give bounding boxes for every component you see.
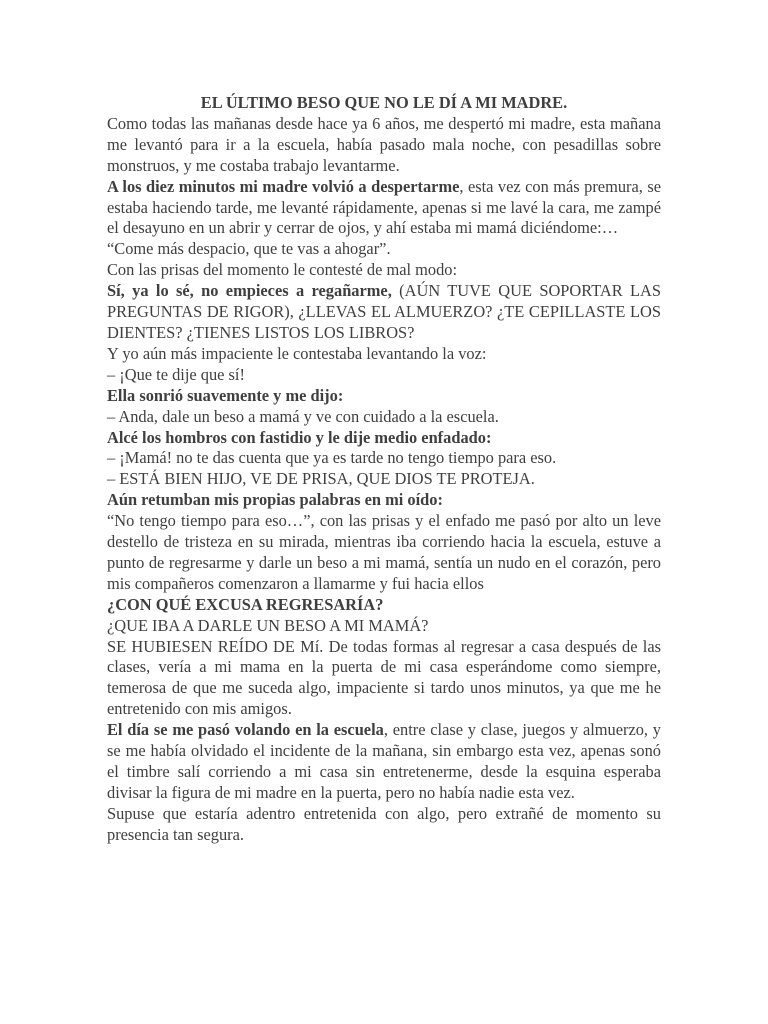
paragraph-19 — [107, 804, 661, 846]
paragraph-text: Con las prisas del momento le contesté de mal modo: — [107, 260, 458, 280]
paragraph-bold-text: ¿CON QUÉ EXCUSA REGRESARÍA? — [107, 594, 384, 614]
paragraph-2 — [107, 177, 661, 240]
paragraph-5 — [107, 281, 661, 344]
paragraph-6 — [107, 344, 661, 365]
paragraph-14 — [107, 511, 661, 595]
paragraph-10 — [107, 428, 661, 449]
paragraph-text: Como todas las mañanas desde hace ya 6 años, me despertó mi madre, esta mañana me levantó para ir a la escuela, había pasado mala noche, con pesadillas sobre monstruos, y me costaba trabajo levantarme. — [107, 113, 661, 175]
paragraph-bold-text: Alcé los hombros con fastidio y le dije medio enfadado: — [107, 427, 492, 447]
paragraph-text: – ¡Mamá! no te das cuenta que ya es tarde no tengo tiempo para eso. — [107, 448, 557, 468]
paragraph-16 — [107, 616, 661, 637]
paragraph-text: Supuse que estaría adentro entretenida con algo, pero extrañé de momento su presencia tan segura. — [107, 803, 661, 844]
paragraph-17 — [107, 637, 661, 721]
paragraph-text: , entre clase y clase, juegos y almuerzo, y se me había olvidado el incidente de la mañana, sin embargo esta vez, apenas sonó el timbre salí corriendo a mi casa sin entretenerme, desde la esquina esperaba divisar la figura de mi madre en la puerta, pero no había nadie esta vez. — [107, 720, 662, 802]
paragraph-9 — [107, 407, 661, 428]
paragraph-12 — [107, 469, 661, 490]
paragraph-8 — [107, 386, 661, 407]
paragraph-text: , esta vez con más premura, se estaba haciendo tarde, me levanté rápidamente, apenas si me lavé la cara, me zampé el desayuno en un abrir y cerrar de ojos, y ahí estaba mi mamá diciéndome:… — [107, 176, 661, 238]
paragraph-3 — [107, 239, 661, 260]
paragraph-18 — [107, 720, 661, 804]
document-title: EL ÚLTIMO BESO QUE NO LE DÍ A MI MADRE. — [200, 93, 568, 112]
paragraph-bold-text: Sí, ya lo sé, no empieces a regañarme, — [107, 281, 392, 301]
paragraph-text: ¿QUE IBA A DARLE UN BESO A MI MAMÁ? — [107, 615, 429, 635]
paragraph-bold-text: El día se me pasó volando en la escuela — [107, 720, 384, 740]
paragraph-text: – ¡Que te dije que sí! — [107, 364, 245, 384]
paragraph-text: SE HUBIESEN REÍDO DE Mí. De todas formas al regresar a casa después de las clases, vería a mi mama en la puerta de mi casa esperándome como siempre, temerosa de que me suceda algo, impaciente si tardo unos minutos, ya que me he entretenido con mis amigos. — [107, 636, 661, 719]
paragraph-bold-text: Aún retumban mis propias palabras en mi oído: — [107, 490, 443, 510]
paragraph-4 — [107, 260, 661, 281]
document-page — [107, 93, 661, 846]
paragraph-text: Y yo aún más impaciente le contestaba levantando la voz: — [107, 343, 487, 363]
paragraph-text: “No tengo tiempo para eso…”, con las prisas y el enfado me pasó por alto un leve destello de tristeza en su mirada, mientras iba corriendo hacia la escuela, estuve a punto de regresarme y darle un beso a mi mamá, sentía un nudo en el corazón, pero mis compañeros comenzaron a llamarme y fui hacia ellos — [107, 511, 661, 593]
paragraph-bold-text: A los diez minutos mi madre volvió a despertarme — [107, 176, 460, 196]
paragraph-text: (AÚN TUVE QUE SOPORTAR LAS PREGUNTAS DE RIGOR), ¿LLEVAS EL ALMUERZO? ¿TE CEPILLASTE LOS DIENTES? ¿TIENES LISTOS LOS LIBROS? — [107, 281, 661, 342]
paragraph-7 — [107, 365, 661, 386]
paragraph-text: – Anda, dale un beso a mamá y ve con cuidado a la escuela. — [107, 406, 499, 426]
paragraph-11 — [107, 448, 661, 469]
paragraph-text: – ESTÁ BIEN HIJO, VE DE PRISA, QUE DIOS TE PROTEJA. — [107, 469, 535, 489]
paragraph-bold-text: Ella sonrió suavemente y me dijo: — [107, 385, 344, 405]
paragraph-13 — [107, 490, 661, 511]
paragraph-text: “Come más despacio, que te vas a ahogar”. — [107, 239, 391, 259]
paragraph-1 — [107, 114, 661, 177]
paragraph-15 — [107, 595, 661, 616]
